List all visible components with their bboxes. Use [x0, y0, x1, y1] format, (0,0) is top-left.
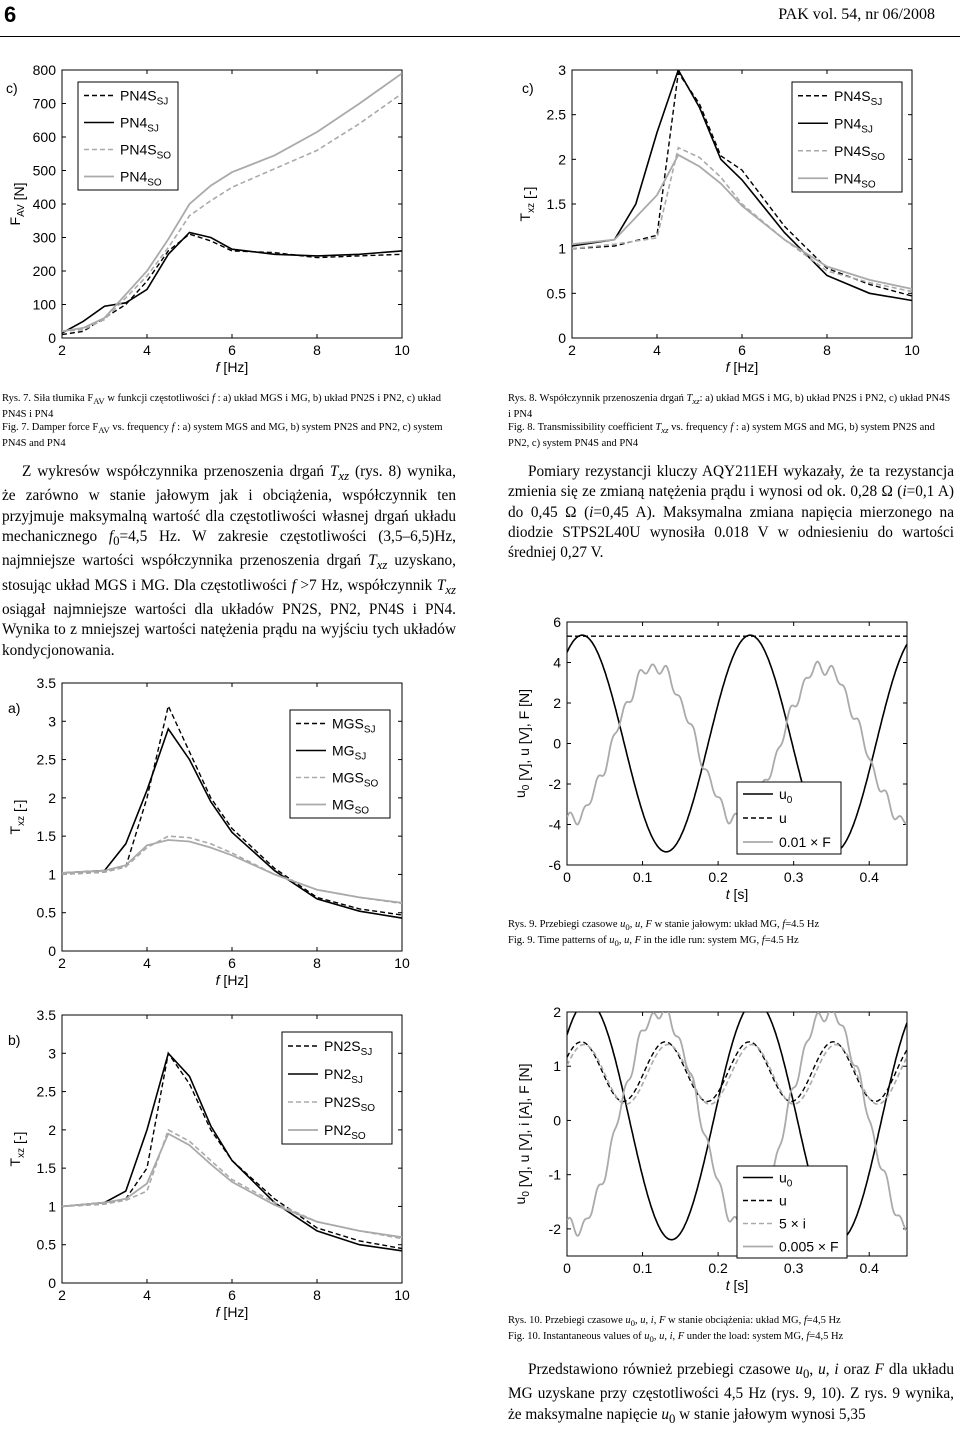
y-label-part: [-]: [11, 1131, 27, 1148]
y-tick-label: 0.5: [546, 285, 566, 302]
legend-label: 5 × i: [779, 1215, 806, 1232]
y-label-part: [V], u [V], F [N]: [516, 688, 532, 785]
chart-fig10: [505, 1000, 950, 1300]
x-label-unit: [Hz]: [219, 359, 249, 375]
x-tick-label: 8: [313, 342, 321, 358]
x-tick-label: 4: [143, 1287, 151, 1303]
legend-subscript: SJ: [354, 751, 367, 763]
legend-subscript: SO: [360, 1103, 376, 1114]
caption-rys9: [508, 918, 955, 950]
legend-subscript: SJ: [360, 1047, 373, 1058]
y-tick-label: 4: [553, 654, 561, 671]
x-tick-label: 2: [568, 342, 576, 358]
legend-subscript: 0: [786, 1178, 793, 1190]
y-tick-label: 500: [32, 162, 56, 179]
y-tick-label: 1: [553, 1058, 561, 1075]
y-tick-label: -6: [548, 857, 561, 873]
legend-label: $u_0$: [779, 786, 793, 806]
x-tick-label: 4: [653, 342, 661, 358]
legend-subscript: SJ: [861, 124, 873, 136]
x-tick-label: 0.1: [632, 869, 653, 885]
y-label-part: u: [512, 1196, 528, 1205]
x-tick-label: 2: [58, 955, 66, 971]
y-tick-label: 2.5: [546, 106, 566, 123]
x-tick-label: 0.4: [859, 869, 879, 885]
y-tick-label: 600: [32, 129, 56, 145]
legend-label: $PN2_{SJ}$: [324, 1066, 363, 1086]
panel-label: c): [522, 80, 534, 96]
legend-label: $PN4_{SO}$: [834, 170, 876, 191]
x-tick-label: 6: [228, 955, 236, 971]
y-tick-label: 0.5: [36, 904, 56, 921]
y-tick-label: 2: [558, 151, 566, 168]
y-tick-label: 3: [558, 62, 566, 78]
y-tick-label: -4: [548, 816, 561, 833]
x-label-unit: [s]: [729, 1277, 749, 1293]
legend-label: $PN4_{SJ}$: [120, 114, 159, 135]
y-tick-label: 2: [553, 695, 561, 711]
y-label-sub: xz: [16, 1147, 27, 1158]
y-tick-label: 1.5: [546, 196, 566, 212]
x-tick-label: 0.4: [859, 1260, 879, 1276]
x-tick-label: 6: [738, 342, 746, 358]
x-tick-label: 4: [143, 342, 151, 358]
x-tick-label: 10: [904, 342, 920, 358]
legend-label: $PN4S_{SJ}$: [834, 87, 883, 108]
chart-fig8b: [0, 1000, 420, 1330]
caption-rys7-en: Fig. 7. Damper force $F_{AV}$ vs. frequency f : a) system MGS and MG, b) system PN2S and PN2, c) system PN4S and PN4: [2, 422, 443, 450]
y-tick-label: 0: [48, 1275, 56, 1291]
y-axis-label: [7, 183, 27, 226]
y-tick-label: 200: [32, 263, 56, 279]
x-label-var: f: [215, 1304, 220, 1320]
y-label-part: T: [7, 1157, 23, 1167]
y-tick-label: 0.5: [36, 1236, 56, 1253]
chart-fig8a: [0, 668, 420, 993]
x-tick-label: 0.3: [783, 869, 804, 885]
series-line-2: [62, 836, 402, 903]
y-tick-label: 1.5: [36, 1160, 56, 1177]
y-tick-label: 400: [32, 196, 56, 212]
chart-fig9: [505, 600, 950, 905]
y-tick-label: 0: [553, 1112, 561, 1129]
x-label-var: t: [725, 1277, 730, 1293]
panel-label: a): [8, 700, 21, 716]
y-tick-label: -2: [548, 776, 561, 792]
x-tick-label: 0.3: [783, 1260, 804, 1276]
x-tick-label: 0.1: [632, 1260, 653, 1276]
y-label-sub: xz: [526, 202, 537, 213]
y-tick-label: 3: [48, 713, 56, 730]
legend-label: $MGS_{SJ}$: [332, 715, 376, 736]
y-tick-label: 2: [48, 1121, 56, 1138]
y-tick-label: 3: [48, 1045, 56, 1062]
series-line-3: [62, 1134, 402, 1237]
y-label-part: [-]: [521, 186, 537, 203]
legend-subscript: SO: [861, 179, 876, 191]
x-label-unit: [Hz]: [219, 972, 249, 988]
y-tick-label: 1: [48, 1198, 56, 1215]
legend-label: $PN4S_{SO}$: [834, 142, 886, 163]
x-axis-label: [726, 359, 759, 375]
y-tick-label: 800: [32, 62, 56, 78]
y-tick-label: 2: [553, 1004, 561, 1020]
y-tick-label: 2.5: [36, 1083, 56, 1100]
y-label-part: [N]: [11, 182, 27, 205]
caption-rys7: [2, 392, 457, 450]
y-tick-label: 1: [48, 866, 56, 883]
y-tick-label: 100: [32, 296, 56, 313]
legend-subscript: SO: [870, 151, 886, 163]
caption-rys8: [508, 392, 955, 450]
legend-label: $MG_{SO}$: [332, 796, 370, 817]
y-label-part: T: [7, 825, 23, 835]
x-tick-label: 6: [228, 342, 236, 358]
x-tick-label: 4: [143, 955, 151, 971]
x-tick-label: 10: [394, 342, 410, 358]
caption-rys8-pl: Rys. 8. Współczynnik przenoszenia drgań $T_{xz}$: a) układ MGS i MG, b) układ PN2S i PN2, c) układ PN4S i PN4: [508, 393, 951, 421]
legend-label: 0.005 × F: [779, 1238, 839, 1255]
x-label-unit: [s]: [729, 886, 749, 902]
y-axis-label: [512, 1064, 532, 1205]
legend-subscript: SO: [351, 1131, 366, 1142]
x-tick-label: 0.2: [708, 1260, 728, 1276]
x-axis-label: [726, 886, 749, 902]
page-number: 6: [4, 2, 17, 27]
y-label-part: [-]: [11, 799, 27, 816]
y-tick-label: 0: [553, 735, 561, 752]
y-tick-label: 1: [558, 240, 566, 257]
series-line-1: [62, 233, 402, 334]
x-label-unit: [Hz]: [219, 1304, 249, 1320]
legend-label: $PN4S_{SO}$: [120, 141, 172, 162]
legend-label: $PN4_{SJ}$: [834, 115, 873, 136]
body-paragraph-bottom: Przedstawiono również przebiegi czasowe $u_0$, u, i oraz F dla układu MG uzyskane przy częstotliwości 4,5 Hz (rys. 9, 10). Z rys. 9 wynika, że maksymalne napięcie $u_0$ w stanie jałowym wynosi 5,35: [508, 1361, 954, 1426]
y-axis-label: [517, 187, 537, 222]
y-tick-label: 0: [558, 330, 566, 346]
y-label-part: [V], u [V], i [A], F [N]: [516, 1063, 532, 1192]
x-tick-label: 10: [394, 955, 410, 971]
x-tick-label: 10: [394, 1287, 410, 1303]
caption-rys7-pl: Rys. 7. Siła tłumika $F_{AV}$ w funkcji częstotliwości f : a) układ MGS i MG, b) układ PN2S i PN2, c) układ PN4S i PN4: [2, 393, 441, 421]
caption-rys9-pl: Rys. 9. Przebiegi czasowe $u_0$, u, F w stanie jałowym: układ MG, f=4.5 Hz: [508, 919, 820, 933]
x-tick-label: 0.2: [708, 869, 728, 885]
legend-label: u: [779, 810, 787, 826]
legend-label: $MGS_{SO}$: [332, 769, 379, 790]
caption-rys8-en: Fig. 8. Transmissibility coefficient $T_{xz}$ vs. frequency f : a) system MGS and MG, b) system PN2S and PN2, c) system PN4S and PN4: [508, 422, 935, 450]
x-axis-label: [726, 1277, 749, 1293]
x-tick-label: 2: [58, 1287, 66, 1303]
y-tick-label: 0: [48, 330, 56, 346]
x-axis-label: [216, 1304, 249, 1320]
legend-subscript: SJ: [351, 1075, 363, 1086]
x-label-var: f: [725, 359, 730, 375]
y-axis-label: [7, 800, 27, 835]
legend-subscript: SO: [354, 805, 370, 817]
legend-subscript: SJ: [147, 123, 159, 135]
y-tick-label: 3.5: [36, 1007, 56, 1023]
y-label-part: T: [517, 212, 533, 222]
y-tick-label: 3.5: [36, 675, 56, 691]
chart-fig7c: [0, 55, 420, 380]
x-tick-label: 8: [823, 342, 831, 358]
legend-subscript: SJ: [363, 724, 376, 736]
caption-rys10-pl: Rys. 10. Przebiegi czasowe $u_0$, u, i, F w stanie obciążenia: układ MG, f=4,5 Hz: [508, 1315, 841, 1329]
y-label-sub: 0: [521, 1191, 532, 1197]
y-tick-label: 6: [553, 614, 561, 630]
panel-label: c): [6, 80, 18, 96]
x-label-var: f: [215, 359, 220, 375]
legend-subscript: 0: [786, 795, 793, 806]
series-line-3: [62, 840, 402, 903]
y-label-sub: AV: [16, 204, 27, 217]
legend-subscript: SO: [363, 778, 379, 790]
chart-fig8c: [510, 55, 950, 380]
body-paragraph-right: Pomiary rezystancji kluczy AQY211EH wykazały, że ta rezystancja zmienia się ze zmianą natężenia prądu i wynosi od ok. 0,28 Ω (i=0,1 A) do 0,45 Ω (i=0,45 A). Maksymalna zmiana napięcia mierzonego na diodzie STPS2L40U wynosiła 0.018 V w odniesieniu do wartości średniej 0,27 V.: [508, 463, 954, 562]
legend-label: $PN4S_{SJ}$: [120, 87, 169, 108]
y-tick-label: 300: [32, 229, 56, 246]
legend-label: $PN4_{SO}$: [120, 168, 162, 189]
caption-rys9-en: Fig. 9. Time patterns of $u_0$, u, F in the idle run: system MG, f=4.5 Hz: [508, 935, 799, 949]
y-tick-label: 700: [32, 95, 56, 112]
x-tick-label: 8: [313, 955, 321, 971]
legend-subscript: SJ: [870, 96, 883, 108]
x-label-unit: [Hz]: [729, 359, 759, 375]
header-rule: [0, 36, 960, 37]
y-axis-label: [7, 1132, 27, 1167]
panel-label: b): [8, 1032, 21, 1048]
y-label-sub: 0: [521, 784, 532, 791]
x-label-var: t: [725, 886, 730, 902]
y-tick-label: 2.5: [36, 751, 56, 768]
y-label-sub: xz: [16, 815, 27, 826]
series-line-2: [62, 1130, 402, 1239]
x-tick-label: 8: [313, 1287, 321, 1303]
x-tick-label: 2: [58, 342, 66, 358]
legend-subscript: SO: [147, 177, 162, 189]
journal-header: PAK vol. 54, nr 06/2008: [778, 6, 935, 23]
y-label-part: F: [7, 216, 23, 226]
y-axis-label: [512, 689, 532, 798]
legend-subscript: SO: [156, 150, 172, 162]
legend-label: $MG_{SJ}$: [332, 742, 367, 763]
y-tick-label: -1: [548, 1166, 561, 1183]
legend-label: u: [779, 1192, 787, 1209]
legend-label: $PN2S_{SJ}$: [324, 1038, 373, 1058]
y-tick-label: -2: [548, 1220, 561, 1237]
x-label-var: f: [215, 972, 220, 988]
legend-label: 0.01 × F: [779, 834, 831, 850]
caption-rys10-en: Fig. 10. Instantaneous values of $u_0$, u, i, F under the load: system MG, f=4,5 Hz: [508, 1331, 844, 1345]
x-tick-label: 0: [563, 869, 571, 885]
legend-label: $PN2_{SO}$: [324, 1122, 366, 1142]
x-tick-label: 6: [228, 1287, 236, 1303]
x-axis-label: [216, 972, 249, 988]
legend-label: $PN2S_{SO}$: [324, 1094, 376, 1114]
x-tick-label: 0: [563, 1260, 571, 1276]
legend-subscript: SJ: [156, 96, 169, 108]
y-tick-label: 0: [48, 943, 56, 959]
y-label-part: u: [512, 790, 528, 799]
x-axis-label: [216, 359, 249, 375]
y-tick-label: 1.5: [36, 828, 56, 845]
y-tick-label: 2: [48, 789, 56, 806]
legend-label: $u_0$: [779, 1169, 793, 1190]
body-paragraph-left: Z wykresów współczynnika przenoszenia drgań $T_{xz}$ (rys. 8) wynika, że zarówno w stanie jałowym jak i obciążenia, współczynnik ten przyjmuje maksymalną wartość dla częstotliwości własnej drgań układu mechanicznego $f_0=4,5$ Hz. W zakresie częstotliwości (3,5–6,5)Hz, najmniejsze wartości współczynnika przenoszenia drgań $T_{xz}$ uzyskano, stosując układ MGS i MG. Dla częstotliwości f >7 Hz, współczynnik $T_{xz}$ osiągał najmniejsze wartości dla układów PN2S, PN2, PN4S i PN4. Wynika to z mniejszej wartości natężenia prądu na wyjściu tych układów kondycjonowania.: [2, 463, 456, 659]
caption-rys10: [508, 1314, 955, 1346]
